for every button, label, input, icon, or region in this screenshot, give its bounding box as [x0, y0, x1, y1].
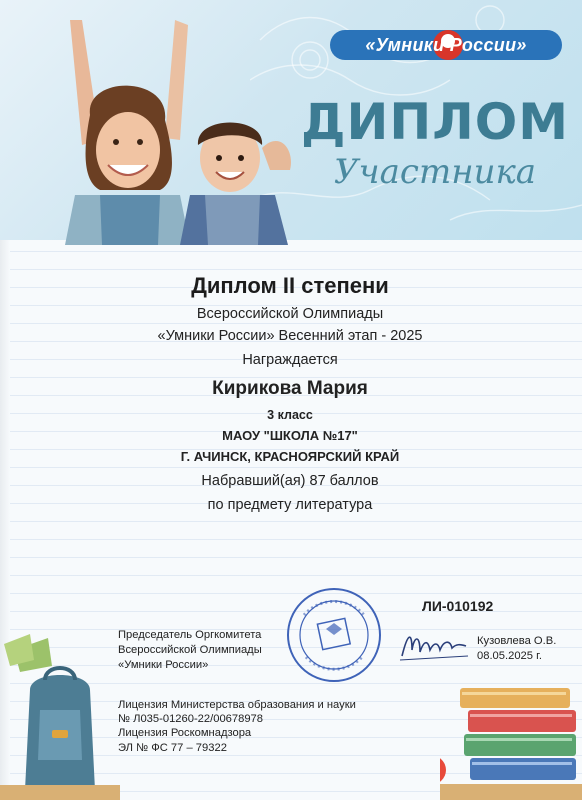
serial-number: ЛИ-010192: [422, 598, 494, 614]
olympiad-line-1: Всероссийской Олимпиады: [196, 306, 384, 322]
subject-text: по предмету литература: [207, 497, 373, 513]
awarded-label: Награждается: [242, 352, 338, 368]
license-line-1: Лицензия Министерства образования и науки: [118, 699, 356, 711]
chair-line-2: Всероссийской Олимпиады: [118, 644, 262, 656]
city-text: Г. АЧИНСК, КРАСНОЯРСКИЙ КРАЙ: [180, 449, 400, 464]
backpack-illustration: [0, 620, 120, 800]
license-block: [118, 698, 356, 755]
degree-heading: Диплом II степени: [191, 273, 389, 298]
official-seal: [284, 585, 384, 685]
license-line-4: ЭЛ № ФС 77 – 79322: [118, 741, 227, 754]
books-illustration: [440, 680, 582, 800]
signer-block: [477, 634, 556, 664]
score-text: Набравший(ая) 87 баллов: [201, 473, 379, 489]
grade-text: 3 класс: [267, 408, 313, 422]
diploma-title: ДИПЛОМ: [300, 93, 569, 151]
chair-line-1: Председатель Оргкомитета: [118, 629, 262, 641]
signature: [398, 626, 470, 666]
license-line-2: № Л035-01260-22/00678978: [118, 713, 264, 726]
diploma-subtitle: Участника: [333, 152, 537, 192]
signer-name: Кузовлева О.В.: [477, 635, 557, 647]
children-photo: [30, 20, 300, 245]
olympiad-line-2: «Умники России» Весенний этап - 2025: [157, 328, 423, 344]
chairman-block: [118, 628, 262, 673]
logo-text: «Умники России»: [365, 35, 527, 55]
school-text: МАОУ "ШКОЛА №17": [222, 428, 358, 443]
chair-line-3: «Умники России»: [118, 659, 209, 671]
signer-date: 08.05.2025 г.: [477, 650, 542, 662]
recipient-name: Кирикова Мария: [212, 378, 368, 399]
license-line-3: Лицензия Роскомнадзора: [118, 727, 252, 740]
